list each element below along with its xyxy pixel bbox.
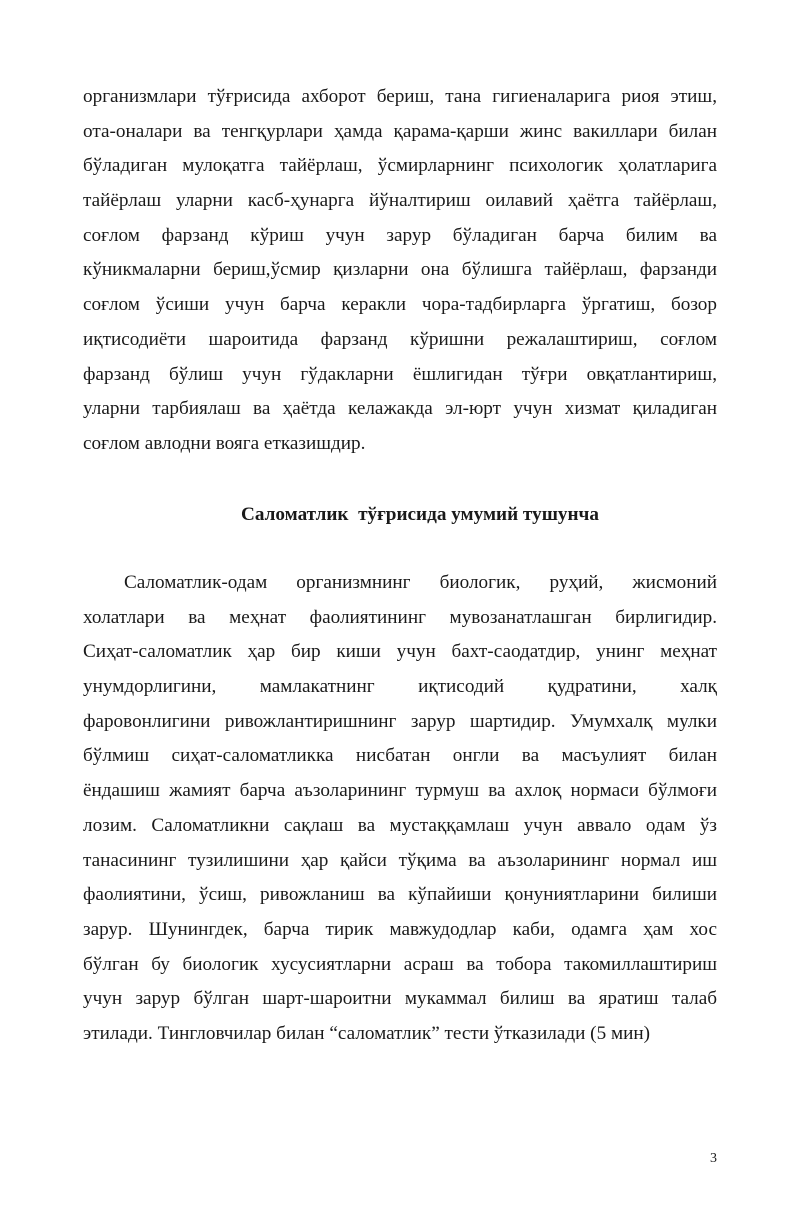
paragraph-1-line: уларни тарбиялаш ва ҳаётда келажакда эл-юрт учун хизмат қиладиган <box>83 398 717 420</box>
paragraph-1-line: бўладиган мулоқатга тайёрлаш, ўсмирларнинг психологик ҳолатларига <box>83 155 717 177</box>
paragraph-2 <box>83 566 717 1052</box>
paragraph-1-line: фарзанд бўлиш учун гўдакларни ёшлигидан тўғри овқатлантириш, <box>83 363 717 385</box>
paragraph-2-line: ёндашиш жамият барча аъзоларининг турмуш ва ахлоқ нормаси бўлмоғи <box>83 780 717 802</box>
paragraph-1-line: соғлом авлодни вояга етказишдир. <box>83 432 366 454</box>
section-heading: Саломатлик тўғрисида умумий тушунча <box>241 504 599 525</box>
paragraph-1-line: соғлом ўсиши учун барча керакли чора-тадбирларга ўргатиш, бозор <box>83 294 717 316</box>
paragraph-2-line: унумдорлигини, мамлакатнинг иқтисодий қудратини, халқ <box>83 676 717 698</box>
paragraph-2-line: этилади. Тингловчилар билан “саломатлик” тести ўтказилади (5 мин) <box>83 1022 651 1044</box>
paragraph-2-line: фаолиятини, ўсиш, ривожланиш ва кўпайиши қонуниятларини билиши <box>83 884 717 906</box>
paragraph-1-line: ота-оналари ва тенгқурлари ҳамда қарама-қарши жинс вакиллари билан <box>83 120 717 142</box>
paragraph-2-line: бўлмиш сиҳат-саломатликка нисбатан онгли ва масъулият билан <box>83 745 717 767</box>
paragraph-2-line: танасининг тузилишини ҳар қайси тўқима ва аъзоларининг нормал иш <box>83 849 717 871</box>
paragraph-1-line: соғлом фарзанд кўриш учун зарур бўладиган барча билим ва <box>83 224 717 246</box>
paragraph-2-line: фаровонлигини ривожлантиришнинг зарур шартидир. Умумхалқ мулки <box>83 710 717 732</box>
paragraph-1-line: иқтисодиёти шароитида фарзанд кўришни режалаштириш, соғлом <box>83 328 717 350</box>
paragraph-1-line: тайёрлаш уларни касб-ҳунарга йўналтириш оилавий ҳаётга тайёрлаш, <box>83 190 717 212</box>
paragraph-1 <box>83 80 717 462</box>
paragraph-2-line: лозим. Саломатликни сақлаш ва мустаққамлаш учун аввало одам ўз <box>83 814 717 836</box>
paragraph-2-line: Саломатлик-одам организмнинг биологик, руҳий, жисмоний <box>124 572 717 593</box>
page-number: 3 <box>710 1151 717 1166</box>
paragraph-2-line: бўлган бу биологик хусусиятларни асраш ва тобора такомиллаштириш <box>83 953 717 975</box>
paragraph-2-line: учун зарур бўлган шарт-шароитни мукаммал билиш ва яратиш талаб <box>83 988 717 1010</box>
paragraph-1-line: кўникмаларни бериш,ўсмир қизларни она бўлишга тайёрлаш, фарзанди <box>83 259 717 281</box>
paragraph-2-line: Сиҳат-саломатлик ҳар бир киши учун бахт-саодатдир, унинг меҳнат <box>83 641 717 663</box>
paragraph-2-line: холатлари ва меҳнат фаолиятининг мувозанатлашган бирлигидир. <box>83 606 717 628</box>
paragraph-1-line: организмлари тўғрисида ахборот бериш, тана гигиеналарига риоя этиш, <box>83 86 717 107</box>
paragraph-2-line: зарур. Шунингдек, барча тирик мавжудодлар каби, одамга ҳам хос <box>83 918 717 940</box>
